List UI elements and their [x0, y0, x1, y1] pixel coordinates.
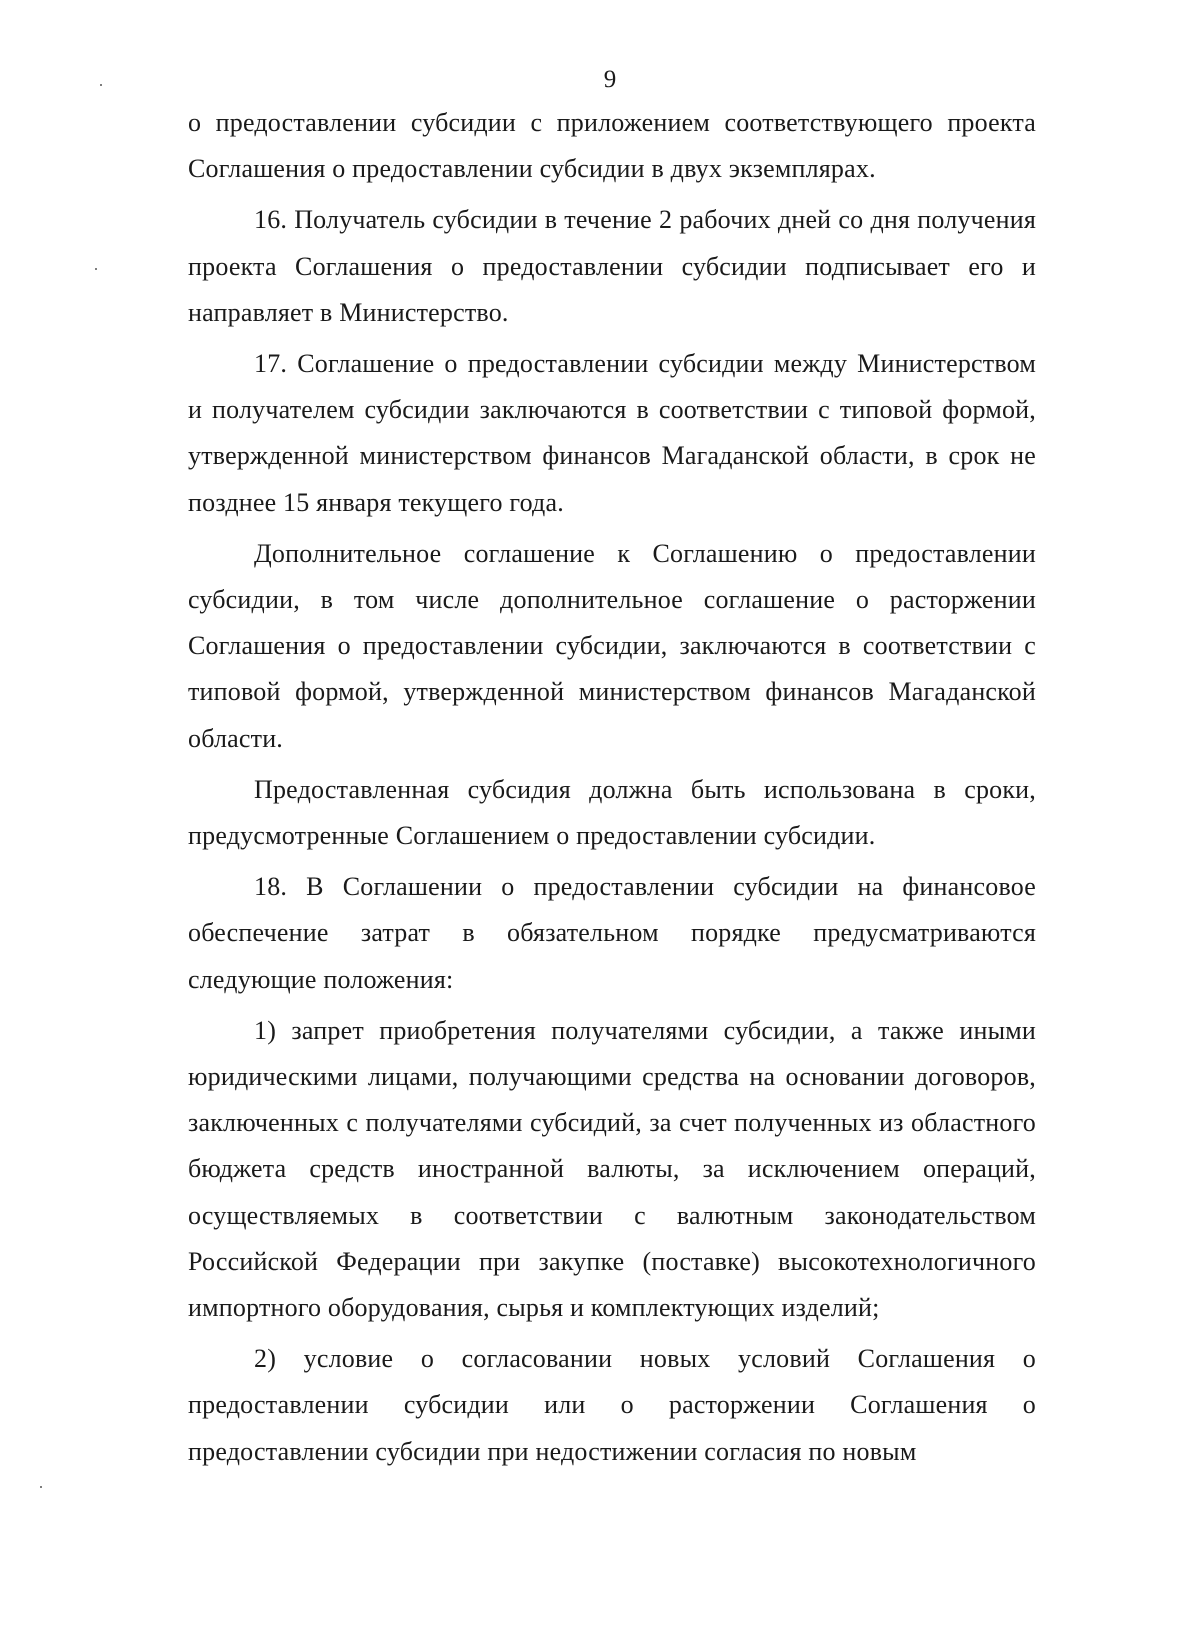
scan-speck [40, 1486, 42, 1488]
paragraph-subitem-2: 2) условие о согласовании новых условий Соглашения о предоставлении субсидии или о расторжении Соглашения о предоставлении субсидии при недостижении согласия по новым [188, 1344, 1036, 1466]
paragraph-item-18: 18. В Соглашении о предоставлении субсидии на финансовое обеспечение затрат в обязательном порядке предусматриваются следующие положения: [188, 872, 1036, 994]
paragraph-additional-agreement: Дополнительное соглашение к Соглашению о предоставлении субсидии, в том числе дополнительное соглашение о расторжении Соглашения о предоставлении субсидии, заключаются в соответствии с типовой формой, утвержденной министерством финансов Магаданской области. [188, 538, 1036, 753]
scan-speck [95, 268, 97, 270]
paragraph-item-17: 17. Соглашение о предоставлении субсидии между Министерством и получателем субсидии заключаются в соответствии с типовой формой, утвержденной министерством финансов Магаданской области, в срок не позднее 15 января текущего года. [188, 349, 1036, 517]
page-number: 9 [603, 66, 617, 93]
paragraph-subsidy-terms: Предоставленная субсидия должна быть использована в сроки, предусмотренные Соглашением о предоставлении субсидии. [188, 774, 1036, 851]
paragraph-item-16: 16. Получатель субсидии в течение 2 рабочих дней со дня получения проекта Соглашения о предоставлении субсидии подписывает его и направляет в Министерство. [188, 205, 1036, 327]
document-body [188, 100, 1036, 1475]
paragraph-continuation: о предоставлении субсидии с приложением соответствующего проекта Соглашения о предоставлении субсидии в двух экземплярах. [188, 108, 1036, 184]
paragraph-subitem-1: 1) запрет приобретения получателями субсидии, а также иными юридическими лицами, получающими средства на основании договоров, заключенных с получателями субсидий, за счет полученных из областного бюджета средств иностранной валюты, за исключением операций, осуществляемых в соответствии с валютным законодательством Российской Федерации при закупке (поставке) высокотехнологичного импортного оборудования, сырья и комплектующих изделий; [188, 1015, 1036, 1323]
